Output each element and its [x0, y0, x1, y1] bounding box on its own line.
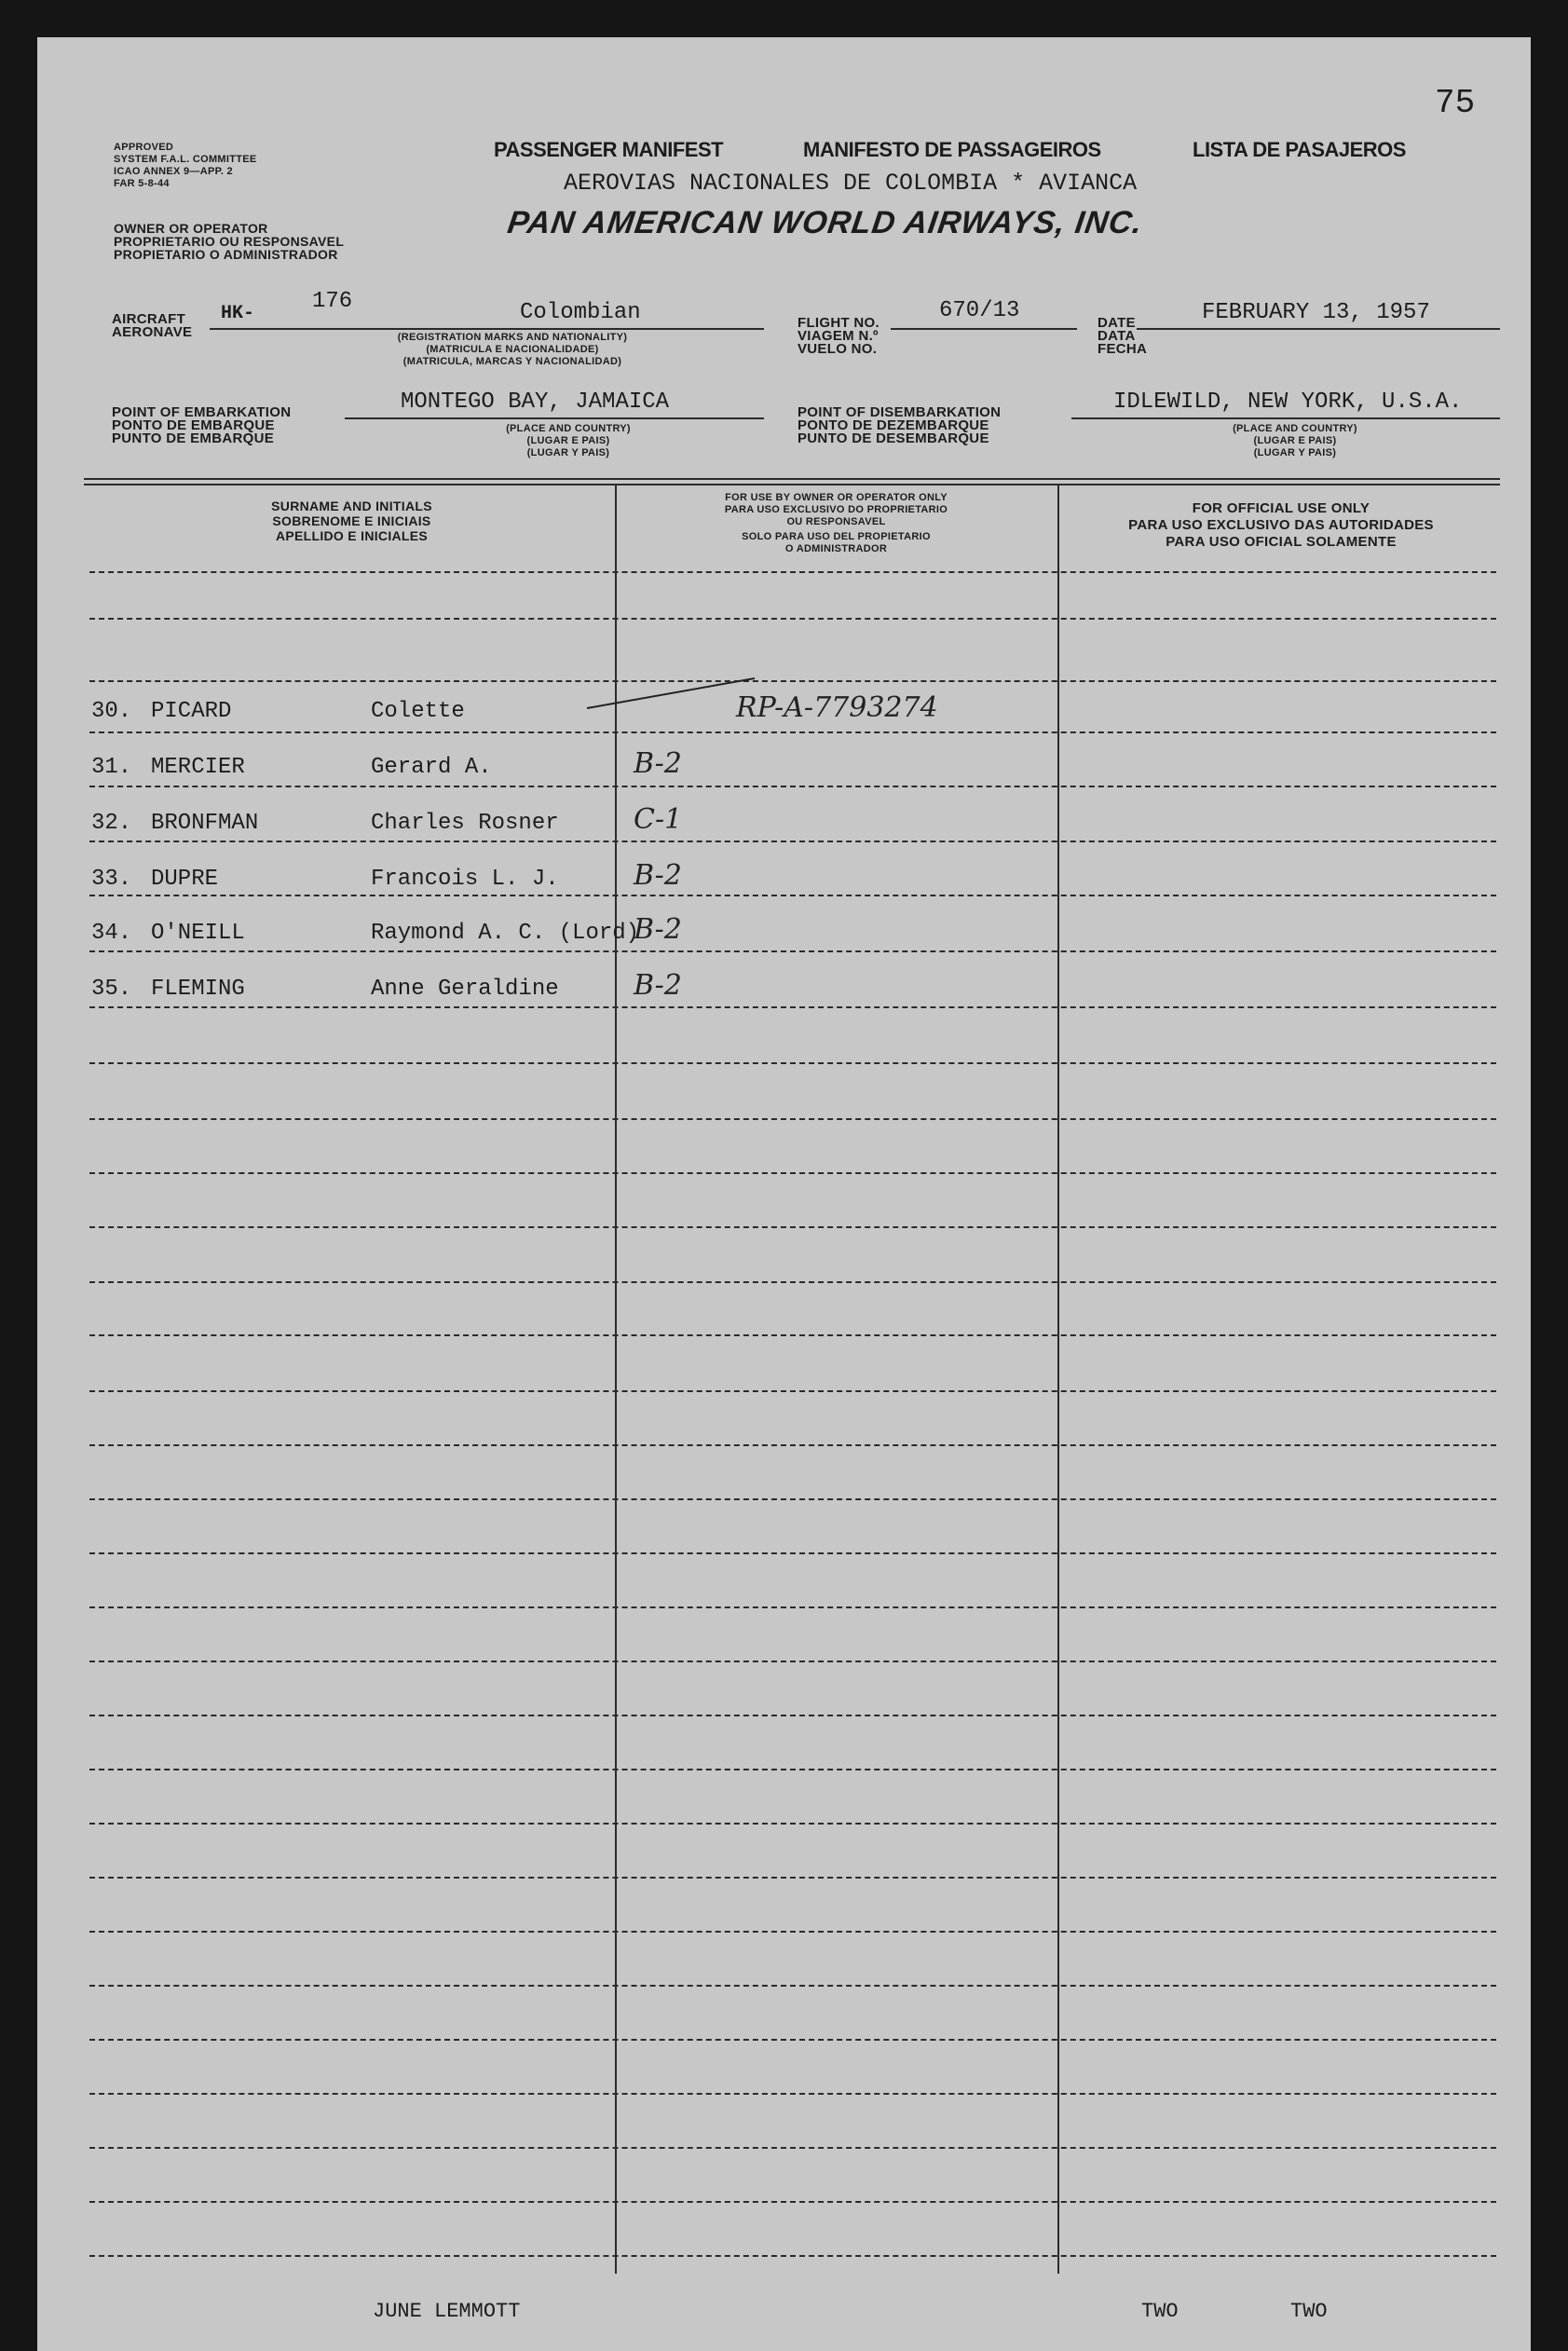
date-value: FEBRUARY 13, 1957: [1202, 300, 1430, 325]
date-label-pt: DATA: [1098, 328, 1136, 344]
date-label: [1098, 317, 1147, 356]
row-line: [89, 2093, 1496, 2095]
column-header-line: PARA USO EXCLUSIVO DAS AUTORIDADES: [1128, 517, 1434, 533]
disembarkation-sub1: (PLACE AND COUNTRY): [1233, 423, 1357, 434]
passenger-surname: BRONFMAN: [151, 811, 259, 836]
row-line: [89, 1931, 1496, 1933]
passenger-surname: FLEMING: [151, 977, 245, 1002]
row-line: [89, 950, 1496, 952]
passenger-visa-note: B-2: [634, 913, 682, 946]
airline-typed: AEROVIAS NACIONALES DE COLOMBIA * AVIANCA: [564, 170, 1138, 197]
column-header-line: SURNAME AND INITIALS: [271, 499, 432, 513]
table-top-rule: [84, 478, 1500, 480]
disembarkation-label-pt: PONTO DE DEZEMBARQUE: [798, 417, 989, 433]
aircraft-sub2: (MATRICULA E NACIONALIDADE): [426, 344, 599, 355]
flight-underline: [891, 328, 1077, 330]
row-line: [89, 1006, 1496, 1008]
row-line: [89, 1281, 1496, 1283]
row-line: [89, 1444, 1496, 1446]
row-line: [89, 1769, 1496, 1770]
aircraft-sub: [317, 332, 708, 368]
passenger-number: 32.: [91, 811, 132, 836]
passenger-given-name: Charles Rosner: [371, 811, 559, 836]
row-line: [89, 1172, 1496, 1174]
column-header-operator: [620, 492, 1053, 555]
row-line: [89, 1552, 1496, 1554]
approval-line: SYSTEM F.A.L. COMMITTEE: [114, 154, 257, 165]
passenger-surname: DUPRE: [151, 867, 219, 892]
disembarkation-sub3: (LUGAR Y PAIS): [1253, 447, 1337, 458]
manifest-sheet: [37, 37, 1531, 2351]
column-header-line: PARA USO EXCLUSIVO DO PROPRIETARIO: [724, 504, 948, 515]
date-underline: [1137, 328, 1500, 330]
column-header-line: FOR USE BY OWNER OR OPERATOR ONLY: [725, 492, 948, 503]
embarkation-label-pt: PONTO DE EMBARQUE: [112, 417, 275, 433]
aircraft-label-en: AIRCRAFT: [112, 311, 186, 327]
column-header-official: [1062, 500, 1500, 551]
title-en: PASSENGER MANIFEST: [494, 138, 724, 161]
passenger-given-name: Francois L. J.: [371, 867, 559, 892]
disembarkation-sub: [1174, 423, 1416, 459]
passenger-surname: MERCIER: [151, 755, 245, 780]
disembarkation-value: IDLEWILD, NEW YORK, U.S.A.: [1113, 390, 1463, 415]
column-header-line: O ADMINISTRADOR: [784, 543, 888, 554]
flight-number: 670/13: [939, 298, 1020, 323]
column-header-line: PARA USO OFICIAL SOLAMENTE: [1166, 534, 1397, 550]
row-line: [89, 571, 1496, 573]
embarkation-sub2: (LUGAR E PAIS): [526, 435, 610, 446]
passenger-given-name: Anne Geraldine: [371, 977, 559, 1002]
approval-block: [114, 142, 257, 190]
aircraft-nationality: Colombian: [520, 300, 641, 325]
row-line: [89, 680, 1496, 682]
date-label-es: FECHA: [1098, 341, 1148, 357]
row-line: [89, 1226, 1496, 1228]
footer-mid: TWO: [1141, 2300, 1179, 2323]
row-line: [89, 2255, 1496, 2257]
row-line: [89, 1062, 1496, 1064]
row-line: [89, 1334, 1496, 1336]
disembarkation-label-en: POINT OF DISEMBARKATION: [798, 404, 1002, 420]
footer-left: JUNE LEMMOTT: [373, 2300, 521, 2323]
aircraft-sub3: (MATRICULA, MARCAS Y NACIONALIDAD): [402, 356, 622, 367]
row-line: [89, 731, 1496, 733]
column-header-line: OU RESPONSAVEL: [786, 516, 886, 527]
row-line: [89, 1985, 1496, 1987]
row-line: [89, 786, 1496, 787]
row-line: [89, 1498, 1496, 1500]
aircraft-underline: [210, 328, 764, 330]
owner-label: [114, 222, 344, 261]
approval-line: FAR 5-8-44: [114, 178, 170, 189]
passenger-given-name: Raymond A. C. (Lord): [371, 921, 640, 946]
airline-stamp: PAN AMERICAN WORLD AIRWAYS, INC.: [505, 205, 1145, 240]
row-line: [89, 1877, 1496, 1879]
embarkation-label-en: POINT OF EMBARKATION: [112, 404, 292, 420]
column-header-names: [93, 499, 610, 543]
aircraft-label-es: AERONAVE: [112, 324, 193, 340]
disembarkation-underline: [1071, 417, 1500, 419]
passenger-visa-note: B-2: [634, 969, 682, 1002]
column-header-line: SOBRENOME E INICIAIS: [272, 513, 431, 528]
footer-right: TWO: [1290, 2300, 1328, 2323]
column-divider: [615, 485, 617, 2274]
aircraft-prefix: HK-: [221, 303, 255, 324]
flight-label-pt: VIAGEM N.º: [798, 328, 879, 344]
disembarkation-sub2: (LUGAR E PAIS): [1253, 435, 1337, 446]
title-pt: MANIFESTO DE PASSAGEIROS: [803, 138, 1101, 161]
column-header-line: FOR OFFICIAL USE ONLY: [1192, 500, 1370, 516]
passenger-number: 33.: [91, 867, 132, 892]
aircraft-label: [112, 313, 192, 339]
pen-stroke: [578, 671, 764, 718]
disembarkation-label-es: PUNTO DE DESEMBARQUE: [798, 431, 989, 446]
approval-line: ICAO ANNEX 9—APP. 2: [114, 166, 233, 177]
passenger-number: 31.: [91, 755, 132, 780]
passenger-given-name: Gerard A.: [371, 755, 492, 780]
approval-line: APPROVED: [114, 142, 174, 153]
row-line: [89, 1823, 1496, 1825]
date-label-en: DATE: [1098, 315, 1136, 331]
flight-label: [798, 317, 879, 356]
passenger-visa-note: B-2: [634, 859, 682, 892]
passenger-visa-note: B-2: [634, 747, 682, 780]
row-line: [89, 2039, 1496, 2041]
row-line: [89, 1661, 1496, 1662]
owner-label-pt: PROPRIETARIO OU RESPONSAVEL: [114, 234, 345, 249]
embarkation-label: [112, 406, 291, 445]
row-line: [89, 1390, 1496, 1392]
row-line: [89, 1118, 1496, 1120]
passenger-surname: PICARD: [151, 699, 232, 724]
embarkation-underline: [345, 417, 764, 419]
passenger-number: 35.: [91, 977, 132, 1002]
row-line: [89, 841, 1496, 842]
column-header-line: APELLIDO E INICIALES: [275, 528, 429, 543]
flight-label-en: FLIGHT NO.: [798, 315, 879, 331]
title-es: LISTA DE PASAJEROS: [1193, 138, 1406, 161]
row-line: [89, 1606, 1496, 1608]
owner-label-en: OWNER OR OPERATOR: [114, 221, 268, 236]
flight-label-es: VUELO NO.: [798, 341, 878, 357]
passenger-number: 30.: [91, 699, 132, 724]
embarkation-sub3: (LUGAR Y PAIS): [526, 447, 610, 458]
table-top-rule: [84, 484, 1500, 485]
row-line: [89, 895, 1496, 896]
row-line: [89, 2201, 1496, 2203]
embarkation-label-es: PUNTO DE EMBARQUE: [112, 431, 275, 446]
row-line: [89, 1715, 1496, 1716]
column-header-line: SOLO PARA USO DEL PROPIETARIO: [742, 531, 931, 542]
owner-label-es: PROPIETARIO O ADMINISTRADOR: [114, 247, 338, 262]
passenger-visa-note: C-1: [634, 803, 683, 836]
disembarkation-label: [798, 406, 1001, 445]
page-number: 75: [1435, 84, 1476, 122]
row-line: [89, 618, 1496, 620]
passenger-visa-note: RP-A-7793274: [736, 691, 938, 724]
passenger-given-name: Colette: [371, 699, 465, 724]
embarkation-sub: [447, 423, 689, 459]
column-divider: [1057, 485, 1059, 2274]
passenger-number: 34.: [91, 921, 132, 946]
row-line: [89, 2147, 1496, 2149]
aircraft-number: 176: [312, 289, 353, 314]
embarkation-sub1: (PLACE AND COUNTRY): [506, 423, 631, 434]
passenger-surname: O'NEILL: [151, 921, 245, 946]
aircraft-sub1: (REGISTRATION MARKS AND NATIONALITY): [397, 332, 628, 343]
embarkation-value: MONTEGO BAY, JAMAICA: [401, 390, 670, 415]
